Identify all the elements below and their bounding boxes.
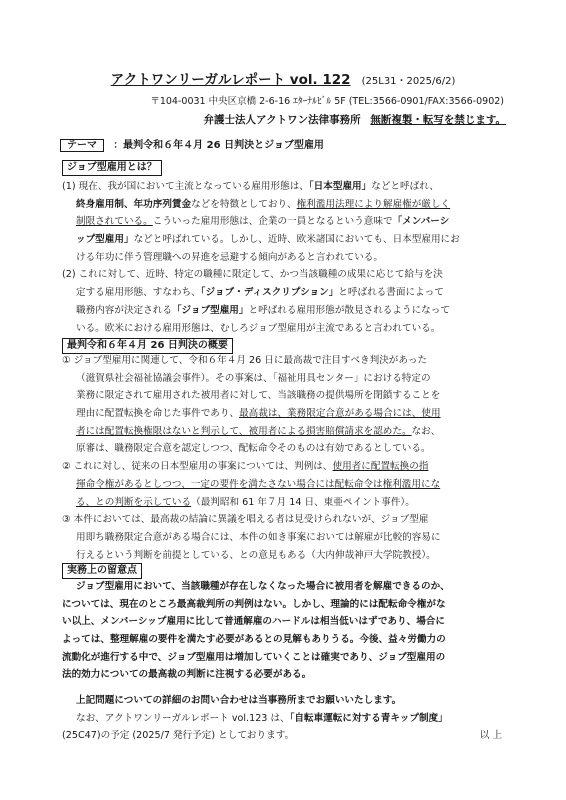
section-body-judgment-summary	[62, 352, 502, 564]
report-title-line	[0, 68, 566, 88]
theme-text: ：最判令和６年４月 26 日判決とジョブ型雇用	[113, 140, 324, 151]
report-code-date: (25L31・2025/6/2)	[361, 76, 456, 87]
text-line: 用即ち職務限定合意がある場合には、本件の如き事案においては解雇が比較的容易に	[76, 531, 441, 543]
section-heading-job-type: ジョブ型雇用とは？	[62, 160, 162, 176]
text-line: ップ型雇用」などと呼ばれている。しかし、近時、欧米諸国においても、日本型雇用にお	[76, 234, 460, 246]
next-issue-schedule-line: (25C47)の予定 (2025/7 発行予定) としております。 以 上	[62, 727, 502, 745]
text-line: 制限されている。こういった雇用形態は、企業の一員となるという意味で「メンバーシ	[76, 216, 450, 228]
firm-address: 〒104-0031 中央区京橋 2-6-16 ｴﾀｰﾅﾙﾋﾞﾙ 5F (TEL:3566-0901/FAX:3566-0902)	[150, 96, 504, 107]
copyright-notice: 無断複製・転写を禁じます。	[370, 114, 506, 126]
text-line: 定する雇用形態、すなわち、「ジョブ・ディスクリプション」と呼ばれる書面によって	[76, 287, 444, 299]
section-body-practical-notes	[62, 578, 502, 684]
text-line: (2) これに対して、近時、特定の職種に限定して、かつ当該職種の成果に応じて給与を決	[62, 269, 443, 281]
text-line: い以上、メンバーシップ雇用に比して普通解雇のハードルは相当低いはずであり、場合に	[62, 616, 445, 628]
end-mark: 以 上	[479, 730, 502, 742]
text-line: （滋賀県社会福祉協議会事件）。その事案は、「福祉用具センター」における特定の	[76, 372, 431, 384]
text-line: (1) 現在、我が国において主流となっている雇用形態は、「日本型雇用」などと呼ばれ、	[62, 181, 439, 192]
text-line: 行えるという判断を前提としている、との意見もある（大内伸哉神戸大学院教授）。	[76, 549, 436, 561]
text-line: 職務内容が決定される「ジョブ型雇用」と呼ばれる雇用形態が散見されるようになって	[76, 304, 450, 316]
section-heading-judgment-summary: 最判令和６年４月 26 日判決の概要	[62, 338, 233, 354]
theme-line	[60, 136, 324, 151]
text-line: ③ 本件においては、最高裁の結論に異議を唱える者は見受けられないが、ジョブ型雇	[62, 514, 429, 526]
contact-line: 上記問題についての詳細のお問い合わせは当事務所までお願いいたします。	[76, 695, 402, 706]
firm-line	[203, 112, 506, 127]
text-line: ジョブ型雇用において、当該職種が存在しなくなった場合に被用者を解雇できるのか、	[76, 581, 450, 592]
text-line: 流動化が進行する中で、ジョブ型雇用は増加していくことは確実であり、ジョブ型雇用の	[62, 651, 446, 663]
text-line: については、現在のところ最高裁判所の判例はない。しかし、理論的には配転命令権がな	[62, 598, 446, 610]
text-line: よっては、整理解雇の要件を満たす必要があるとの見解もありうる。今後、益々労働力の	[62, 634, 446, 646]
text-line: ① ジョブ型雇用に関連して、令和６年４月 26 日に最高裁で注目すべき判決があった	[62, 355, 428, 366]
report-title: アクトワンリーガルレポート vol. 122	[110, 72, 351, 88]
text-line: る、との判断を示している（最判昭和 61 年７月 14 日、東亜ペイント事件）。	[76, 496, 415, 508]
section-body-job-type	[62, 178, 502, 337]
text-line: 法的効力についての最高裁の判断に注視する必要がある。	[62, 669, 312, 681]
theme-label: テーマ	[60, 139, 104, 152]
text-line: 理由に配置転換を命じた事件であり、最高裁は、業務限定合意がある場合には、使用	[76, 408, 441, 420]
text-line: ける年功に伴う管理職への昇進を忌避する傾向があると言われている。	[76, 251, 383, 263]
text-line: 業務に限定されて雇用された被用者に対して、当該職務の提供場所を閉鎖することを	[76, 390, 441, 402]
closing-block	[62, 692, 502, 745]
text-line: 原審は、職務限定合意を認定しつつ、配転命令そのものは有効であるとしている。	[76, 443, 431, 455]
section-heading-practical-notes: 実務上の留意点	[62, 563, 142, 579]
text-line: 者には配置転換権限はないと判示して、被用者による損害賠償請求を認めた。なお、	[76, 425, 441, 437]
text-line: 終身雇用制、年功序列賃金などを特徴としており、権利濫用法理により解雇権が厳しく	[76, 198, 451, 210]
firm-name: 弁護士法人アクトワン法律事務所	[203, 114, 361, 126]
text-line: いる。欧米における雇用形態は、むしろジョブ型雇用が主流であると言われている。	[76, 322, 441, 334]
text-line: 揮命令権があるとしつつ、一定の要件を満たさない場合には配転命令は権利濫用にな	[76, 478, 441, 490]
text-line: ② これに対し、従来の日本型雇用の事案については、判例は、使用者に配置転換の指	[62, 461, 429, 473]
next-issue-line: なお、アクトワンリーガルレポート vol.123 は、「自転車運転に対する青キップ制度」	[76, 712, 448, 724]
